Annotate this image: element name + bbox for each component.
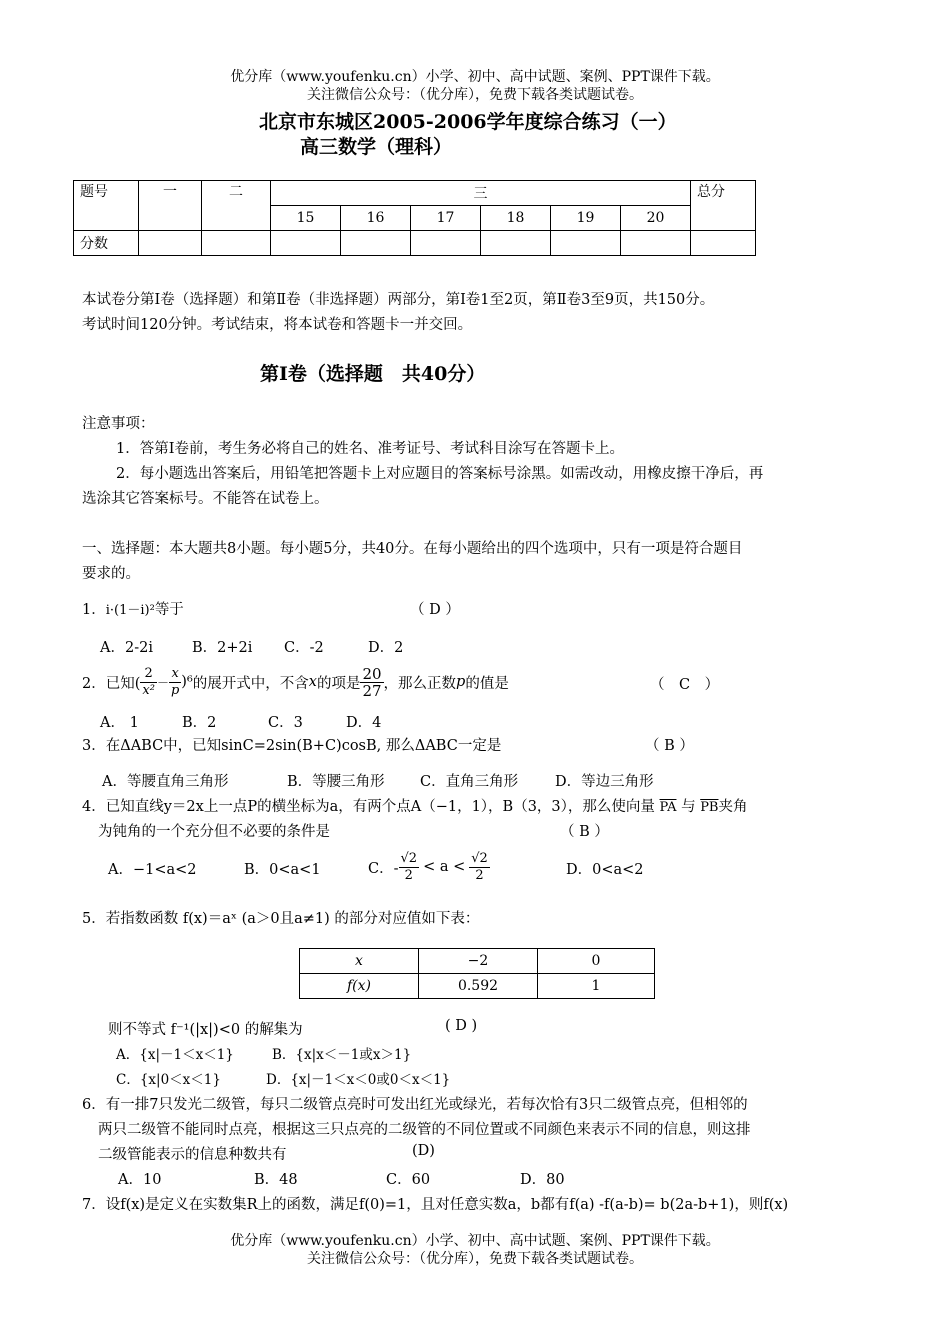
q2-frac2-num: x	[169, 666, 181, 683]
header-line-1: 优分库（www.youfenku.cn）小学、初中、高中试题、案例、PPT课件下载。	[230, 69, 720, 85]
question-1	[82, 598, 184, 619]
footer-line-2: 关注微信公众号：（优分库），免费下载各类试题试卷。	[307, 1251, 643, 1267]
q1-text: 等于	[154, 602, 184, 618]
q3-option-c: C．直角三角形	[420, 774, 519, 790]
q4-vector-pb: $\overline{PB}$	[700, 800, 719, 815]
q5-answer: ( D )	[445, 1018, 478, 1034]
q4-optc-frac1-num: √2	[400, 850, 418, 866]
q4-optc-frac-2	[469, 851, 490, 884]
score-sub-col: 16	[341, 206, 411, 231]
score-sub-col: 15	[271, 206, 341, 231]
question-6-line-1: 6．有一排7只发光二级管，每只二级管点亮时可发出红光或绿光，若每次恰有3只二级管点亮，但相邻的	[82, 1097, 748, 1113]
q4-optc-mid: < a <	[423, 859, 466, 875]
q5-value-table	[299, 948, 655, 999]
q1-number: 1．	[82, 602, 106, 618]
q2-fraction-2	[169, 666, 181, 699]
q1-expression: i·(1－i)²	[105, 603, 155, 618]
q2-tail: ，那么正数	[383, 675, 457, 692]
q5-then: 则不等式 f⁻¹(|x|)<0 的解集为	[108, 1022, 303, 1038]
q4-option-d: D．0<a<2	[566, 862, 644, 878]
q3-option-d: D．等边三角形	[555, 774, 654, 790]
q2-option-d: D．4	[346, 715, 382, 731]
q1-option-d: D．2	[368, 640, 404, 656]
q4-and: 与	[681, 799, 696, 815]
q3-answer: （ B ）	[645, 738, 694, 754]
score-col-total: 总分	[691, 181, 756, 231]
intro-line-1: 本试卷分第Ⅰ卷（选择题）和第Ⅱ卷（非选择题）两部分，第Ⅰ卷1至2页，第Ⅱ卷3至9页，共150分。	[82, 292, 715, 308]
q6-option-b: B．48	[254, 1172, 298, 1188]
page-title: 北京市东城区2005-2006学年度综合练习（一）	[259, 111, 677, 133]
q4-line1: 4．已知直线y＝2x上一点P的横坐标为a，有两个点A（−1，1），B（3，3），那么使向量	[82, 799, 655, 815]
q5-option-b: B．{x|x＜－1或x＞1}	[272, 1047, 412, 1063]
q1-option-b: B．2+2i	[192, 640, 253, 656]
q2-answer: （ C ）	[650, 677, 720, 693]
score-cell[interactable]	[481, 231, 551, 256]
score-cell[interactable]	[139, 231, 202, 256]
q4-answer: （ B ）	[560, 824, 609, 840]
q6-option-d: D．80	[520, 1172, 565, 1188]
score-sub-col: 17	[411, 206, 481, 231]
q2-fraction-1	[140, 666, 157, 699]
q4-option-b: B．0<a<1	[244, 862, 321, 878]
q4-vector-pa: $\overline{PA}$	[659, 800, 677, 815]
q1-option-a: A．2-2i	[100, 640, 153, 656]
score-sub-col: 18	[481, 206, 551, 231]
q4-optc-frac-1	[399, 851, 420, 884]
q5-table-x-2: 0	[538, 949, 655, 974]
section-title: 第Ⅰ卷（选择题 共40分）	[260, 363, 486, 385]
question-6-line-2: 两只二级管不能同时点亮，根据这三只点亮的二级管的不同位置或不同颜色来表示不同的信息，则这排	[98, 1122, 751, 1138]
notice-item-2-cont: 选涂其它答案标号。不能答在试卷上。	[82, 491, 329, 507]
q2-frac2-den: p	[170, 682, 180, 698]
q2-option-b: B．2	[182, 715, 217, 731]
intro-line-2: 考试时间120分钟。考试结束，将本试卷和答题卡一并交回。	[82, 317, 473, 333]
q5-option-a: A．{x|－1＜x＜1}	[116, 1047, 234, 1063]
part1-line-1: 一、选择题：本大题共8小题。每小题5分，共40分。在每小题给出的四个选项中，只有一项是符合题目	[82, 541, 743, 557]
question-2	[82, 660, 509, 704]
q5-option-c: C．{x|0＜x＜1}	[116, 1072, 221, 1088]
q2-option-c: C．3	[268, 715, 303, 731]
q2-fraction-3	[360, 666, 383, 699]
q4-option-c	[368, 845, 490, 889]
notice-item-1: 1．答第Ⅰ卷前，考生务必将自己的姓名、准考证号、考试科目涂写在答题卡上。	[116, 441, 624, 457]
q5-table-fx-1: 0.592	[419, 974, 538, 999]
q2-mid: 的展开式中，不含	[192, 675, 309, 692]
q4-optc-frac2-den: 2	[475, 867, 484, 883]
q4-line1-end: 夹角	[718, 799, 748, 815]
q2-power: )⁶	[181, 674, 193, 690]
q5-table-x-1: −2	[419, 949, 538, 974]
q5-table-fx-2: 1	[538, 974, 655, 999]
q6-option-a: A．10	[118, 1172, 162, 1188]
question-4-line-1	[82, 795, 748, 816]
question-3: 3．在ΔABC中，已知sinC=2sin(B+C)cosB, 那么ΔABC一定是	[82, 738, 502, 754]
score-sub-col: 20	[621, 206, 691, 231]
score-col-1: 一	[139, 181, 202, 231]
q4-option-a: A．−1<a<2	[108, 862, 197, 878]
q2-frac3-num: 20	[362, 664, 382, 683]
q2-var2: p	[456, 674, 466, 690]
q1-option-c: C．-2	[284, 640, 324, 656]
score-cell[interactable]	[341, 231, 411, 256]
q2-frac3-den: 27	[362, 681, 382, 700]
q3-option-b: B．等腰三角形	[287, 774, 385, 790]
q6-option-c: C．60	[386, 1172, 431, 1188]
q2-minus: －	[156, 675, 169, 690]
question-7-line-1: 7．设f(x)是定义在实数集R上的函数，满足f(0)=1，且对任意实数a，b都有f(a) -f(a-b)= b(2a-b+1)，则f(x)	[82, 1197, 789, 1213]
footer-line-1: 优分库（www.youfenku.cn）小学、初中、高中试题、案例、PPT课件下载。	[230, 1233, 720, 1249]
q2-var: x	[308, 674, 317, 690]
notice-heading: 注意事项：	[82, 416, 155, 432]
score-cell[interactable]	[271, 231, 341, 256]
q4-optc-frac1-den: 2	[404, 867, 413, 883]
q2-mid2: 的项是	[316, 675, 361, 692]
page-subtitle: 高三数学（理科）	[300, 136, 453, 158]
score-cell[interactable]	[621, 231, 691, 256]
score-cell[interactable]	[551, 231, 621, 256]
header-line-2: 关注微信公众号：（优分库），免费下载各类试题试卷。	[307, 87, 643, 103]
q5-table-fx-header: f(x)	[300, 974, 419, 999]
question-4-line-2: 为钝角的一个充分但不必要的条件是	[98, 824, 330, 840]
q2-tail2: 的值是	[465, 675, 509, 692]
score-table	[73, 180, 756, 256]
q5-table-x-header: x	[300, 949, 419, 974]
q4-optc-frac2-num: √2	[471, 850, 488, 866]
question-6-line-3: 二级管能表示的信息种数共有	[98, 1147, 287, 1163]
q2-number: 2．已知(	[82, 675, 141, 692]
score-table-label: 题号	[74, 181, 139, 231]
score-cell[interactable]	[411, 231, 481, 256]
q4-optc-prefix: C．-	[368, 860, 399, 877]
q2-option-a: A． 1	[100, 715, 139, 731]
score-row-label: 分数	[74, 231, 139, 256]
q6-answer: (D)	[412, 1143, 435, 1159]
score-col-2: 二	[202, 181, 271, 231]
score-sub-col: 19	[551, 206, 621, 231]
score-cell[interactable]	[691, 231, 756, 256]
score-cell[interactable]	[202, 231, 271, 256]
score-col-3: 三	[271, 181, 691, 206]
q2-frac1-den: x²	[142, 682, 155, 698]
q5-option-d: D．{x|－1＜x＜0或0＜x＜1}	[266, 1072, 451, 1088]
q1-answer: （ D ）	[410, 602, 460, 618]
question-5: 5．若指数函数 f(x)＝aˣ (a＞0且a≠1) 的部分对应值如下表：	[82, 911, 480, 927]
part1-line-2: 要求的。	[82, 566, 140, 582]
q2-frac1-num: 2	[140, 666, 157, 683]
q3-option-a: A．等腰直角三角形	[102, 774, 229, 790]
notice-item-2: 2．每小题选出答案后，用铅笔把答题卡上对应题目的答案标号涂黑。如需改动，用橡皮擦干净后，再	[116, 466, 764, 482]
